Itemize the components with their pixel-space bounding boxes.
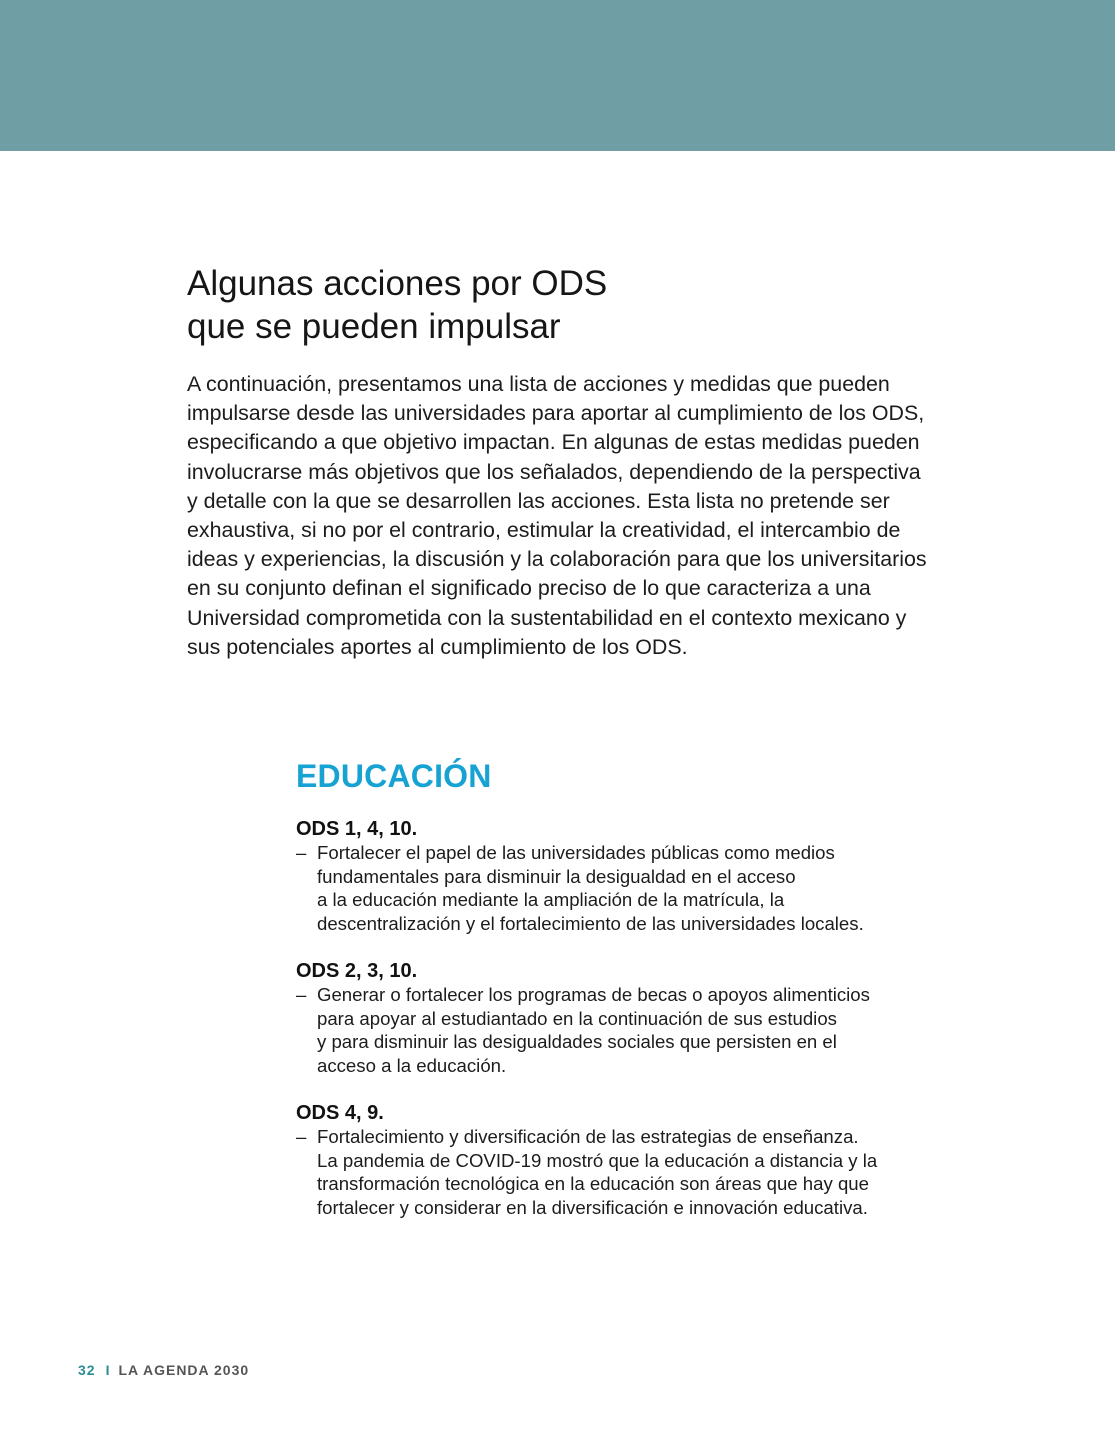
- dash-bullet: –: [296, 842, 307, 863]
- ods-action-item: [296, 841, 1016, 935]
- publication-title: LA AGENDA 2030: [118, 1362, 250, 1378]
- intro-paragraph: [187, 370, 1067, 662]
- ods-action-line: Fortalecimiento y diversificación de las estrategias de enseñanza.: [317, 1126, 859, 1147]
- ods-action-line: Generar o fortalecer los programas de becas o apoyos alimenticios: [317, 984, 870, 1005]
- ods-group: [296, 959, 1016, 1077]
- intro-line: Universidad comprometida con la sustentabilidad en el contexto mexicano y: [187, 605, 907, 630]
- intro-line: en su conjunto definan el significado preciso de lo que caracteriza a una: [187, 576, 871, 601]
- header-color-band: [0, 0, 1115, 151]
- dash-bullet: –: [296, 1126, 307, 1147]
- ods-action-line: La pandemia de COVID-19 mostró que la educación a distancia y la: [317, 1149, 878, 1171]
- ods-action-line: para apoyar al estudiantado en la continuación de sus estudios: [317, 1007, 837, 1029]
- ods-action-item: [296, 983, 1016, 1077]
- page-footer: [78, 1361, 249, 1379]
- intro-line: A continuación, presentamos una lista de acciones y medidas que pueden: [187, 372, 890, 396]
- ods-group: [296, 817, 1016, 935]
- intro-line: exhaustiva, si no por el contrario, estimular la creatividad, el intercambio de: [187, 518, 901, 543]
- footer-separator: I: [105, 1362, 111, 1378]
- ods-action-line: fortalecer y considerar en la diversificación e innovación educativa.: [317, 1196, 868, 1218]
- ods-action-line: Fortalecer el papel de las universidades públicas como medios: [317, 842, 835, 863]
- ods-action-line: acceso a la educación.: [317, 1054, 507, 1076]
- ods-action-item: [296, 1125, 1016, 1219]
- intro-line: sus potenciales aportes al cumplimiento de los ODS.: [187, 634, 688, 659]
- ods-action-line: fundamentales para disminuir la desigualdad en el acceso: [317, 865, 796, 887]
- intro-line: ideas y experiencias, la discusión y la colaboración para que los universitarios: [187, 547, 927, 572]
- ods-action-line: descentralización y el fortalecimiento de las universidades locales.: [317, 912, 864, 934]
- ods-action-line: transformación tecnológica en la educación son áreas que hay que: [317, 1173, 869, 1195]
- ods-action-line: a la educación mediante la ampliación de la matrícula, la: [317, 889, 785, 911]
- ods-label: ODS 2, 3, 10.: [296, 960, 418, 982]
- ods-label: ODS 4, 9.: [296, 1102, 384, 1124]
- ods-action-line: y para disminuir las desigualdades sociales que persisten en el: [317, 1031, 837, 1053]
- dash-bullet: –: [296, 984, 307, 1005]
- page-number: 32: [78, 1362, 96, 1378]
- ods-label: ODS 1, 4, 10.: [296, 818, 418, 840]
- section-heading: EDUCACIÓN: [296, 758, 492, 794]
- page-title-line: Algunas acciones por ODS: [187, 264, 608, 303]
- intro-line: impulsarse desde las universidades para aportar al cumplimiento de los ODS,: [187, 401, 925, 426]
- page-title-line: que se pueden impulsar: [187, 307, 561, 346]
- intro-line: especificando a que objetivo impactan. En algunas de estas medidas pueden: [187, 430, 920, 455]
- intro-line: y detalle con la que se desarrollen las acciones. Esta lista no pretende ser: [187, 488, 890, 513]
- intro-line: involucrarse más objetivos que los señalados, dependiendo de la perspectiva: [187, 459, 921, 484]
- page-title: [187, 262, 947, 348]
- ods-group: [296, 1101, 1016, 1219]
